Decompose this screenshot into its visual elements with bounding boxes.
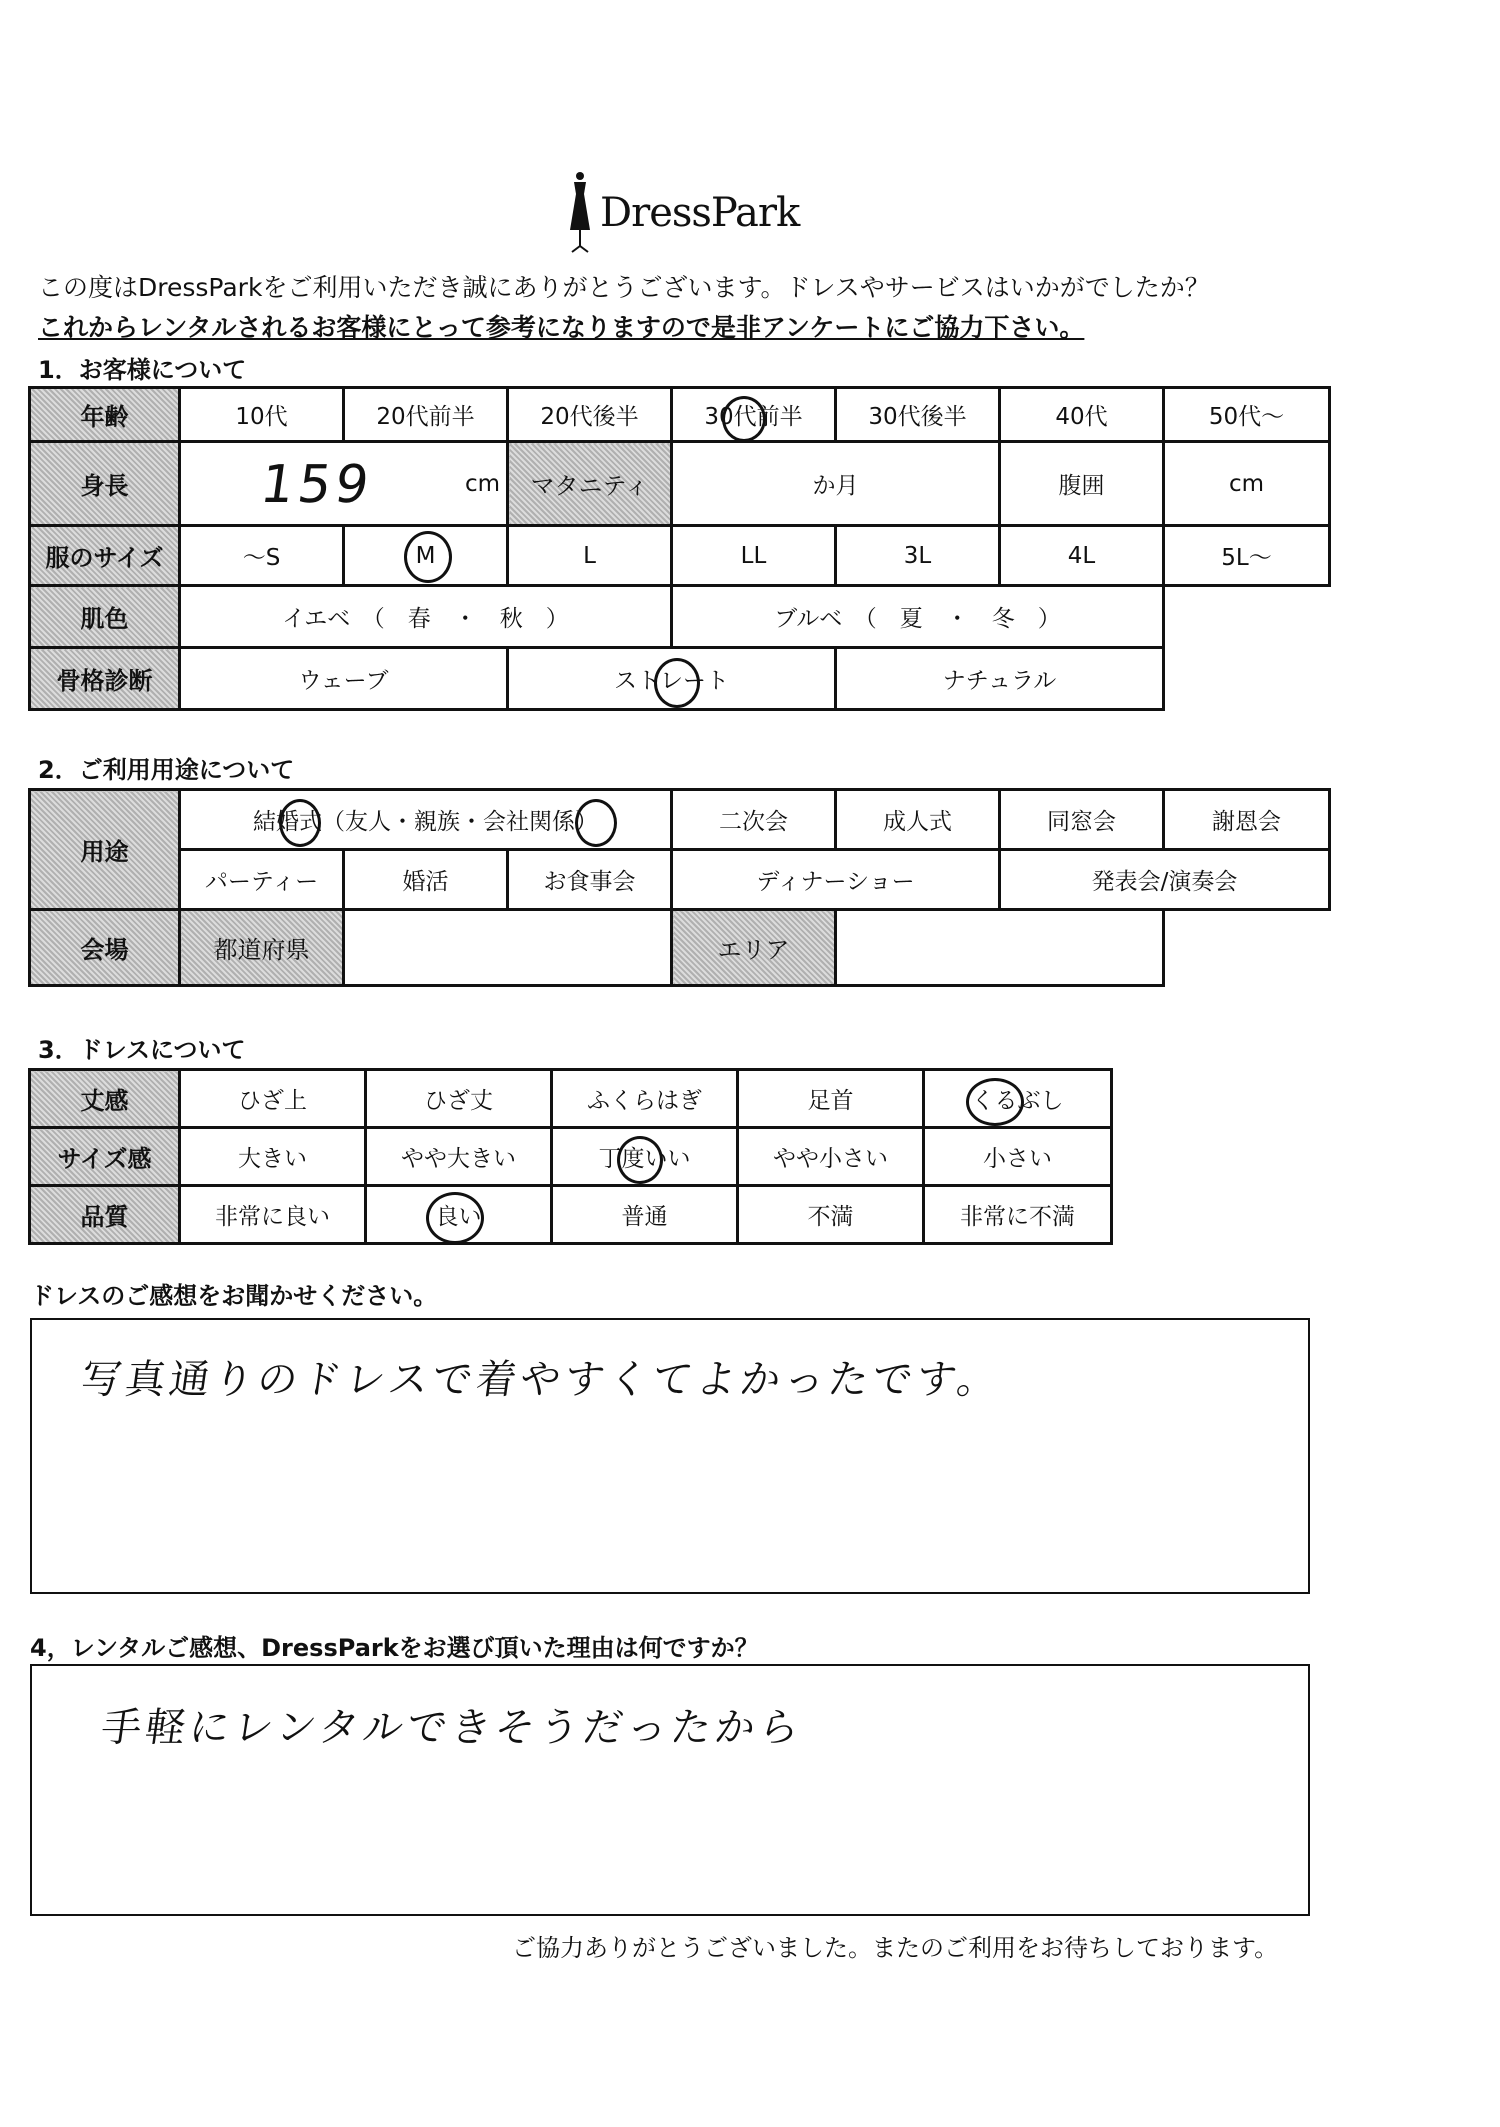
maternity-months-field[interactable] bbox=[672, 442, 1000, 526]
size-option[interactable]: ～S bbox=[180, 526, 344, 586]
height-value: 159 bbox=[256, 455, 377, 515]
skin-blue-option[interactable]: ブルベ （ 夏 ・ 冬 ） bbox=[672, 586, 1164, 648]
selection-circle bbox=[617, 1136, 663, 1184]
height-label: 身長 bbox=[30, 442, 180, 526]
age-option[interactable]: 20代後半 bbox=[508, 388, 672, 442]
usage-option[interactable]: 同窓会 bbox=[1000, 790, 1164, 850]
length-label: 丈感 bbox=[30, 1070, 180, 1128]
size-option[interactable]: 3L bbox=[836, 526, 1000, 586]
age-label: 年齢 bbox=[30, 388, 180, 442]
size-row bbox=[30, 526, 1330, 586]
selection-circle bbox=[654, 658, 700, 708]
selection-circle bbox=[279, 799, 321, 847]
footer-thanks: ご協力ありがとうございました。またのご利用をお待ちしております。 bbox=[512, 1934, 1279, 1962]
usage-option[interactable]: 成人式 bbox=[836, 790, 1000, 850]
quality-option-label: 良い bbox=[435, 1204, 482, 1230]
length-option-selected[interactable] bbox=[924, 1070, 1112, 1128]
venue-label: 会場 bbox=[30, 910, 180, 986]
reason-answer-box[interactable] bbox=[30, 1664, 1310, 1916]
usage-option[interactable]: 謝恩会 bbox=[1164, 790, 1330, 850]
intro-line-2: これからレンタルされるお客様にとって参考になりますので是非アンケートにご協力下さい。 bbox=[38, 313, 1085, 342]
usage-option-label: 結婚式（友人・親族・会社関係） bbox=[253, 809, 598, 835]
size-option[interactable]: 4L bbox=[1000, 526, 1164, 586]
age-option-selected[interactable] bbox=[672, 388, 836, 442]
size-option-selected[interactable] bbox=[344, 526, 508, 586]
usage-row-1 bbox=[30, 790, 1330, 850]
selection-circle bbox=[966, 1078, 1024, 1126]
usage-option[interactable]: 二次会 bbox=[672, 790, 836, 850]
size-option-label: M bbox=[415, 542, 436, 569]
length-option[interactable]: ひざ上 bbox=[180, 1070, 366, 1128]
length-option[interactable]: 足首 bbox=[738, 1070, 924, 1128]
section-4-question: 4，レンタルご感想、DressParkをお選び頂いた理由は何ですか？ bbox=[30, 1634, 759, 1662]
fit-row bbox=[30, 1128, 1112, 1186]
usage-option-selected[interactable] bbox=[180, 790, 672, 850]
section-3-title: 3．ドレスについて bbox=[38, 1036, 246, 1064]
length-row bbox=[30, 1070, 1112, 1128]
skin-row bbox=[30, 586, 1330, 648]
maternity-label: マタニティ bbox=[508, 442, 672, 526]
selection-circle bbox=[722, 396, 766, 442]
age-option-label: 30代前半 bbox=[704, 404, 803, 430]
dress-table bbox=[28, 1068, 1113, 1245]
quality-option-selected[interactable] bbox=[366, 1186, 552, 1244]
venue-row bbox=[30, 910, 1330, 986]
usage-option[interactable]: 婚活 bbox=[344, 850, 508, 910]
age-option[interactable]: 40代 bbox=[1000, 388, 1164, 442]
prefecture-field[interactable] bbox=[344, 910, 672, 986]
usage-option[interactable]: ディナーショー bbox=[672, 850, 1000, 910]
fit-option-selected[interactable] bbox=[552, 1128, 738, 1186]
prefecture-label: 都道府県 bbox=[180, 910, 344, 986]
section-2-title: 2．ご利用用途について bbox=[38, 756, 295, 784]
selection-circle bbox=[426, 1192, 484, 1244]
intro-line-1: この度はDressParkをご利用いただき誠にありがとうございます。ドレスやサービスはいかがでしたか？ bbox=[38, 273, 1210, 302]
brand-name: DressPark bbox=[600, 190, 800, 236]
fit-option[interactable]: やや大きい bbox=[366, 1128, 552, 1186]
skin-yellow-option[interactable]: イエベ （ 春 ・ 秋 ） bbox=[180, 586, 672, 648]
section-1-title: 1．お客様について bbox=[38, 356, 247, 384]
fit-option[interactable]: 小さい bbox=[924, 1128, 1112, 1186]
height-field[interactable] bbox=[180, 442, 508, 526]
quality-option[interactable]: 不満 bbox=[738, 1186, 924, 1244]
fit-option-label: 丁度いい bbox=[598, 1146, 691, 1172]
frame-option-selected[interactable] bbox=[508, 648, 836, 710]
length-option[interactable]: ふくらはぎ bbox=[552, 1070, 738, 1128]
age-option[interactable]: 30代後半 bbox=[836, 388, 1000, 442]
height-row bbox=[30, 442, 1330, 526]
impression-question: ドレスのご感想をお聞かせください。 bbox=[30, 1282, 438, 1310]
frame-option[interactable]: ウェーブ bbox=[180, 648, 508, 710]
quality-option[interactable]: 非常に良い bbox=[180, 1186, 366, 1244]
selection-circle bbox=[404, 531, 452, 583]
size-option[interactable]: LL bbox=[672, 526, 836, 586]
frame-label: 骨格診断 bbox=[30, 648, 180, 710]
dress-icon bbox=[560, 168, 600, 258]
impression-answer: 写真通りのドレスで着やすくてよかったです。 bbox=[78, 1357, 1005, 1403]
frame-option[interactable]: ナチュラル bbox=[836, 648, 1164, 710]
brand-logo bbox=[560, 168, 820, 258]
skin-label: 肌色 bbox=[30, 586, 180, 648]
frame-option-label: ストレート bbox=[614, 668, 729, 694]
usage-row-2 bbox=[30, 850, 1330, 910]
fit-option[interactable]: 大きい bbox=[180, 1128, 366, 1186]
usage-table bbox=[28, 788, 1331, 987]
usage-option[interactable]: パーティー bbox=[180, 850, 344, 910]
height-unit: cm bbox=[464, 470, 500, 497]
age-option[interactable]: 20代前半 bbox=[344, 388, 508, 442]
size-option[interactable]: 5L～ bbox=[1164, 526, 1330, 586]
belly-unit: cm bbox=[1228, 470, 1265, 497]
usage-option[interactable]: 発表会/演奏会 bbox=[1000, 850, 1330, 910]
reason-answer: 手軽にレンタルできそうだったから bbox=[98, 1705, 807, 1751]
usage-label: 用途 bbox=[30, 790, 180, 910]
frame-row bbox=[30, 648, 1330, 710]
customer-table bbox=[28, 386, 1331, 711]
age-option[interactable]: 50代～ bbox=[1164, 388, 1330, 442]
selection-circle bbox=[575, 799, 617, 847]
months-unit: か月 bbox=[812, 473, 859, 499]
area-field[interactable] bbox=[836, 910, 1164, 986]
size-option[interactable]: L bbox=[508, 526, 672, 586]
length-option-label: くるぶし bbox=[971, 1088, 1064, 1114]
quality-option[interactable]: 普通 bbox=[552, 1186, 738, 1244]
belly-label: 腹囲 bbox=[1000, 442, 1164, 526]
size-label: 服のサイズ bbox=[30, 526, 180, 586]
quality-row bbox=[30, 1186, 1112, 1244]
length-option[interactable]: ひざ丈 bbox=[366, 1070, 552, 1128]
area-label: エリア bbox=[672, 910, 836, 986]
quality-label: 品質 bbox=[30, 1186, 180, 1244]
fit-label: サイズ感 bbox=[30, 1128, 180, 1186]
age-row bbox=[30, 388, 1330, 442]
fit-option[interactable]: やや小さい bbox=[738, 1128, 924, 1186]
age-option[interactable]: 10代 bbox=[180, 388, 344, 442]
quality-option[interactable]: 非常に不満 bbox=[924, 1186, 1112, 1244]
impression-answer-box[interactable] bbox=[30, 1318, 1310, 1594]
belly-field[interactable] bbox=[1164, 442, 1330, 526]
usage-option[interactable]: お食事会 bbox=[508, 850, 672, 910]
